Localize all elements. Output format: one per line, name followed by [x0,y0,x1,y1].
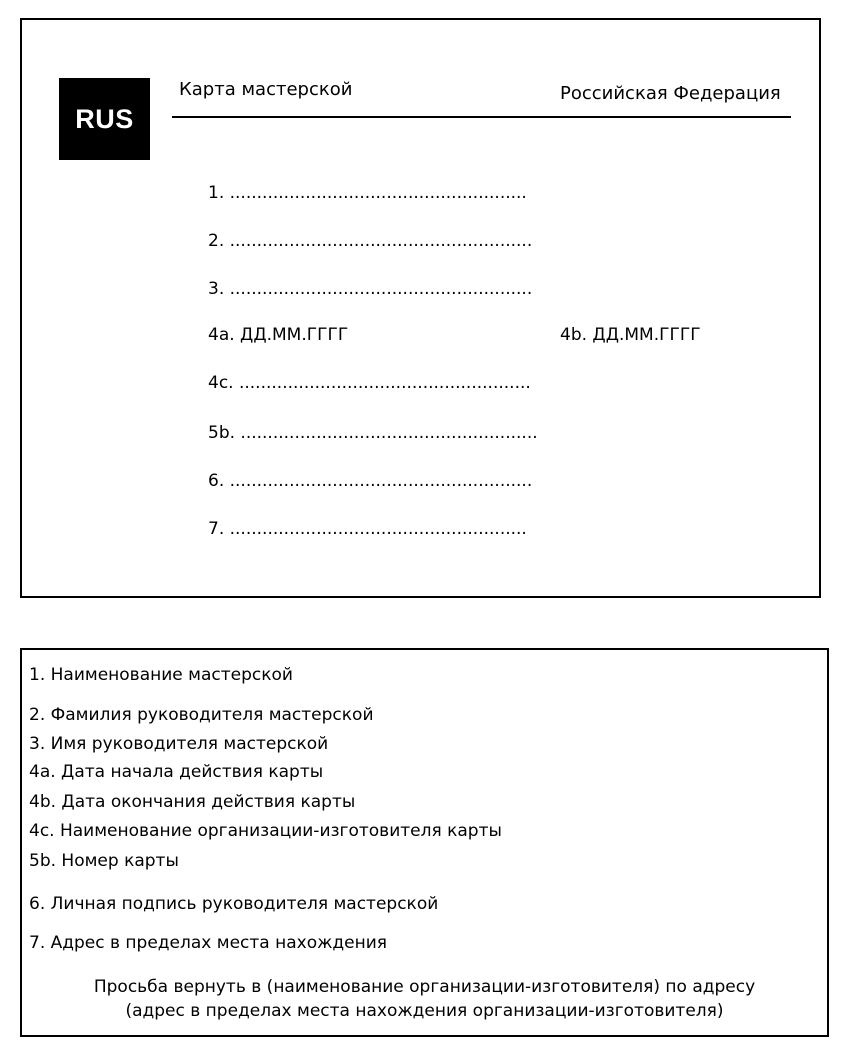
legend-item-4a: 4a. Дата начала действия карты [29,762,324,782]
legend-item-4b: 4b. Дата окончания действия карты [29,792,356,812]
legend-item-2: 2. Фамилия руководителя мастерской [29,705,374,725]
country-name: Российская Федерация [560,83,781,104]
field-5b: 5b. ....................................................... [208,423,538,443]
card-title: Карта мастерской [179,79,353,100]
legend-item-1: 1. Наименование мастерской [29,665,293,685]
legend-box [20,648,829,1037]
legend-item-5b: 5b. Номер карты [29,851,179,871]
legend-item-7: 7. Адрес в пределах места нахождения [29,933,388,953]
field-2: 2. ........................................................ [208,231,533,251]
field-4a: 4a. ДД.ММ.ГГГГ [208,325,349,345]
field-4b: 4b. ДД.ММ.ГГГГ [560,325,701,345]
legend-item-4c: 4c. Наименование организации-изготовителя карты [29,821,502,841]
field-7: 7. ....................................................... [208,519,527,539]
legend-item-3: 3. Имя руководителя мастерской [29,734,329,754]
return-instruction-line-2: (адрес в пределах места нахождения организации-изготовителя) [125,1001,724,1021]
return-instruction [22,975,827,1023]
return-instruction-line-1: Просьба вернуть в (наименование организации-изготовителя) по адресу [93,977,756,997]
workshop-card [20,18,821,598]
field-3: 3. ........................................................ [208,279,533,299]
field-4c: 4c. ...................................................... [208,373,531,393]
header-divider [172,116,791,118]
field-1: 1. ....................................................... [208,183,527,203]
country-logo: RUS [59,78,150,160]
legend-item-6: 6. Личная подпись руководителя мастерской [29,894,439,914]
field-6: 6. ........................................................ [208,471,533,491]
